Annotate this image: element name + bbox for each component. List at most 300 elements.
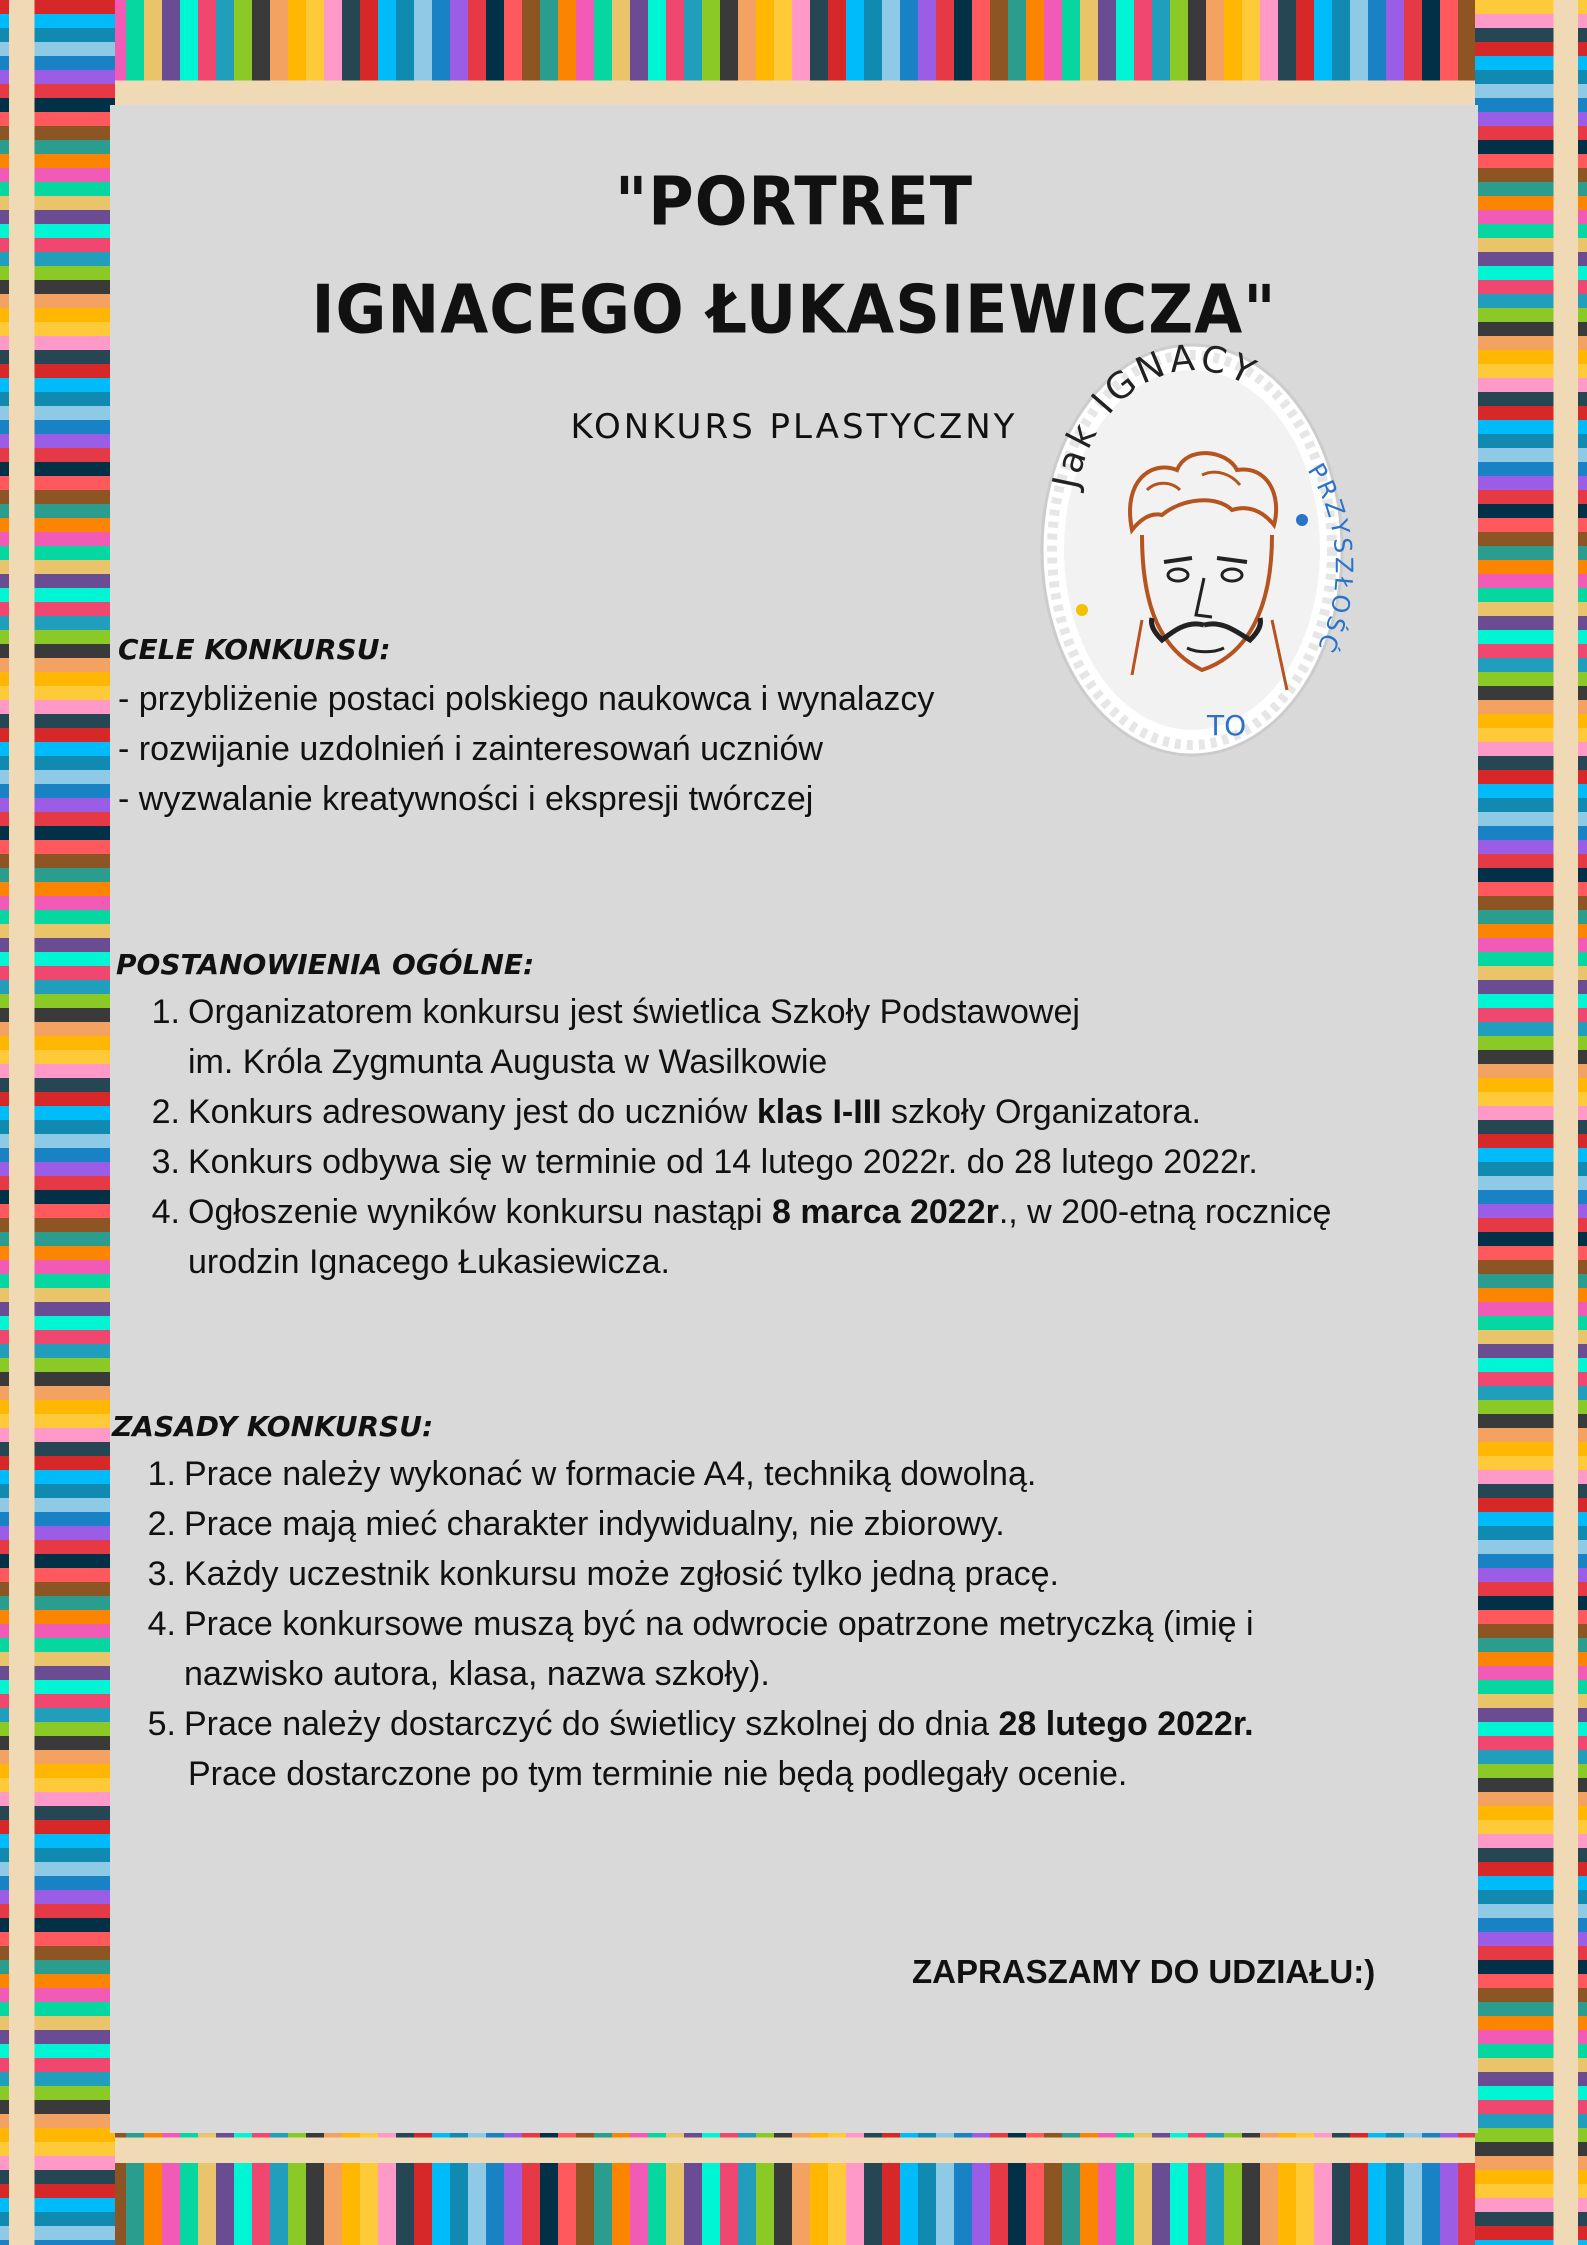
pencil-icon (0, 2114, 115, 2128)
pencil-icon (1475, 280, 1587, 294)
pencil-icon (0, 238, 115, 252)
pencil-icon (1475, 1876, 1587, 1890)
pencil-icon (1475, 1708, 1587, 1722)
pencil-icon (1062, 0, 1080, 115)
pencil-icon (0, 182, 115, 196)
pencil-icon (810, 2128, 828, 2245)
pencil-icon (774, 0, 792, 115)
pencil-icon (1475, 1148, 1587, 1162)
pencil-icon (0, 1512, 115, 1526)
pencil-icon (792, 0, 810, 115)
pencil-icon (1475, 2044, 1587, 2058)
pencil-icon (1242, 0, 1260, 115)
pencil-icon (0, 1148, 115, 1162)
pencil-icon (0, 1848, 115, 1862)
pencil-icon (0, 1190, 115, 1204)
pencil-icon (1404, 0, 1422, 115)
pencil-icon (1152, 2128, 1170, 2245)
postanowienia-item (140, 993, 1080, 1032)
pencil-icon (144, 0, 162, 115)
pencil-icon (0, 1316, 115, 1330)
pencil-icon (0, 1946, 115, 1960)
bold-text: 28 lutego 2022r. (998, 1705, 1254, 1743)
pencil-icon (0, 994, 115, 1008)
pencil-icon (666, 2128, 684, 2245)
pencil-icon (0, 308, 115, 322)
logo-top-text: Jak IGNACY (1045, 337, 1265, 492)
pencil-icon (234, 0, 252, 115)
pencil-icon (612, 2128, 630, 2245)
pencil-icon (396, 0, 414, 115)
pencil-icon (324, 2128, 342, 2245)
pencil-icon (180, 2128, 198, 2245)
pencil-icon (1475, 1946, 1587, 1960)
pencil-icon (216, 0, 234, 115)
pencil-icon (1475, 2240, 1587, 2245)
pencil-icon (1475, 588, 1587, 602)
pencil-icon (1386, 0, 1404, 115)
pencil-icon (1475, 854, 1587, 868)
pencil-icon (0, 154, 115, 168)
pencil-border-top-icon (0, 0, 1587, 115)
pencil-icon (0, 602, 115, 616)
pencil-icon (1475, 1288, 1587, 1302)
pencil-icon (684, 0, 702, 115)
pencil-icon (612, 0, 630, 115)
pencil-icon (0, 2016, 115, 2030)
pencil-icon (1475, 2058, 1587, 2072)
pencil-icon (0, 2156, 115, 2170)
pencil-icon (1475, 70, 1587, 84)
pencil-icon (1475, 1050, 1587, 1064)
list-text: Konkurs odbywa się w terminie od 14 lutego 2022r. do 28 lutego 2022r. (188, 1143, 1258, 1181)
pencil-icon (1206, 0, 1224, 115)
pencil-icon (0, 910, 115, 924)
pencil-icon (0, 686, 115, 700)
pencil-icon (0, 462, 115, 476)
pencil-icon (0, 2100, 115, 2114)
pencil-icon (1475, 910, 1587, 924)
list-text: Prace należy dostarczyć do świetlicy szkolnej do dnia (184, 1705, 999, 1743)
pencil-icon (1475, 938, 1587, 952)
pencil-icon (810, 0, 828, 115)
pencil-icon (0, 742, 115, 756)
ignacy-portrait-icon (982, 320, 1402, 780)
pencil-icon (1475, 28, 1587, 42)
pencil-icon (1026, 0, 1044, 115)
pencil-icon (0, 1904, 115, 1918)
pencil-icon (0, 1008, 115, 1022)
pencil-icon (1475, 1694, 1587, 1708)
pencil-icon (0, 1582, 115, 1596)
pencil-icon (0, 1260, 115, 1274)
pencil-icon (0, 700, 115, 714)
pencil-icon (1475, 616, 1587, 630)
pencil-icon (720, 0, 738, 115)
pencil-icon (378, 2128, 396, 2245)
pencil-icon (1475, 1778, 1587, 1792)
pencil-icon (1475, 1932, 1587, 1946)
pencil-icon (504, 2128, 522, 2245)
pencil-icon (0, 1484, 115, 1498)
pencil-icon (990, 0, 1008, 115)
pencil-icon (918, 0, 936, 115)
pencil-icon (0, 1708, 115, 1722)
pencil-icon (1475, 1400, 1587, 1414)
pencil-icon (0, 1596, 115, 1610)
pencil-icon (0, 224, 115, 238)
pencil-icon (1475, 994, 1587, 1008)
pencil-icon (0, 2226, 115, 2240)
pencil-icon (1475, 1540, 1587, 1554)
pencil-icon (1350, 2128, 1368, 2245)
list-number: 4. (151, 1193, 180, 1231)
pencil-icon (1475, 1806, 1587, 1820)
pencil-icon (1475, 882, 1587, 896)
pencil-icon (900, 2128, 918, 2245)
pencil-icon (0, 1372, 115, 1386)
pencil-icon (1475, 1260, 1587, 1274)
pencil-icon (1475, 1372, 1587, 1386)
pencil-icon (0, 1988, 115, 2002)
pencil-icon (1475, 0, 1587, 14)
pencil-icon (0, 1022, 115, 1036)
pencil-icon (864, 0, 882, 115)
pencil-icon (1206, 2128, 1224, 2245)
pencil-icon (0, 882, 115, 896)
pencil-icon (0, 2198, 115, 2212)
pencil-icon (1475, 182, 1587, 196)
pencil-icon (1475, 98, 1587, 112)
pencil-icon (0, 1344, 115, 1358)
list-number: 3. (151, 1143, 180, 1181)
pencil-icon (1134, 0, 1152, 115)
pencil-icon (0, 1792, 115, 1806)
postanowienia-item (140, 1093, 1201, 1132)
pencil-icon (828, 2128, 846, 2245)
pencil-icon (1475, 350, 1587, 364)
pencil-icon (1475, 140, 1587, 154)
pencil-icon (0, 2212, 115, 2226)
pencil-icon (0, 2002, 115, 2016)
pencil-icon (0, 364, 115, 378)
pencil-icon (846, 2128, 864, 2245)
pencil-icon (0, 336, 115, 350)
pencil-icon (1475, 154, 1587, 168)
pencil-icon (1475, 1162, 1587, 1176)
pencil-icon (1475, 14, 1587, 28)
pencil-icon (1475, 1792, 1587, 1806)
pencil-icon (1044, 2128, 1062, 2245)
pencil-icon (0, 1162, 115, 1176)
pencil-icon (1475, 1008, 1587, 1022)
pencil-icon (342, 2128, 360, 2245)
pencil-icon (0, 1876, 115, 1890)
pencil-icon (0, 854, 115, 868)
pencil-icon (1475, 294, 1587, 308)
pencil-icon (270, 2128, 288, 2245)
pencil-icon (0, 952, 115, 966)
pencil-icon (0, 1722, 115, 1736)
pencil-icon (1044, 0, 1062, 115)
pencil-icon (0, 840, 115, 854)
pencil-icon (1475, 364, 1587, 378)
pencil-icon (1475, 224, 1587, 238)
pencil-icon (0, 966, 115, 980)
pencil-icon (0, 2240, 115, 2245)
pencil-icon (558, 0, 576, 115)
pencil-icon (1475, 196, 1587, 210)
pencil-icon (1475, 532, 1587, 546)
pencil-icon (576, 0, 594, 115)
pencil-icon (252, 2128, 270, 2245)
pencil-icon (0, 1386, 115, 1400)
pencil-icon (1224, 0, 1242, 115)
zasady-item (136, 1505, 1005, 1544)
pencil-icon (162, 2128, 180, 2245)
pencil-icon (0, 1470, 115, 1484)
pencil-icon (1475, 2142, 1587, 2156)
zasady-item (136, 1605, 1254, 1644)
pencil-icon (0, 392, 115, 406)
pencil-icon (486, 0, 504, 115)
pencil-icon (1475, 1204, 1587, 1218)
pencil-icon (540, 0, 558, 115)
bold-text: 8 marca 2022r (771, 1193, 999, 1231)
pencil-icon (162, 0, 180, 115)
pencil-icon (1475, 826, 1587, 840)
pencil-icon (1475, 2100, 1587, 2114)
pencil-icon (432, 0, 450, 115)
pencil-icon (0, 1610, 115, 1624)
pencil-icon (468, 2128, 486, 2245)
pencil-icon (1475, 1596, 1587, 1610)
pencil-icon (648, 0, 666, 115)
pencil-icon (900, 0, 918, 115)
pencil-icon (414, 2128, 432, 2245)
list-number: 3. (147, 1555, 176, 1593)
pencil-icon (468, 0, 486, 115)
pencil-icon (0, 980, 115, 994)
pencil-icon (0, 1330, 115, 1344)
pencil-icon (1475, 504, 1587, 518)
pencil-icon (1475, 1848, 1587, 1862)
pencil-icon (0, 1204, 115, 1218)
pencil-icon (1475, 1624, 1587, 1638)
pencil-icon (1475, 630, 1587, 644)
pencil-icon (1475, 126, 1587, 140)
pencil-icon (1422, 2128, 1440, 2245)
pencil-icon (1224, 2128, 1242, 2245)
pencil-icon (0, 1526, 115, 1540)
pencil-icon (1475, 378, 1587, 392)
pencil-icon (0, 2184, 115, 2198)
pencil-icon (0, 868, 115, 882)
pencil-icon (1475, 2072, 1587, 2086)
pencil-icon (1475, 868, 1587, 882)
pencil-icon (774, 2128, 792, 2245)
pencil-icon (1475, 686, 1587, 700)
pencil-icon (1475, 1190, 1587, 1204)
pencil-icon (1475, 1638, 1587, 1652)
cele-item: - rozwijanie uzdolnień i zainteresowań uczniów (118, 730, 823, 768)
pencil-icon (1422, 0, 1440, 115)
pencil-icon (1368, 0, 1386, 115)
pencil-icon (288, 0, 306, 115)
pencil-icon (1475, 2114, 1587, 2128)
pencil-icon (1475, 238, 1587, 252)
pencil-icon (0, 1806, 115, 1820)
pencil-icon (0, 378, 115, 392)
pencil-icon (1098, 2128, 1116, 2245)
pencil-icon (0, 1568, 115, 1582)
pencil-icon (1475, 1316, 1587, 1330)
postanowienia-item (140, 1143, 1258, 1182)
pencil-icon (0, 644, 115, 658)
pencil-icon (1475, 1568, 1587, 1582)
pencil-icon (1475, 644, 1587, 658)
pencil-icon (1475, 1470, 1587, 1484)
pencil-icon (486, 2128, 504, 2245)
pencil-icon (0, 1274, 115, 1288)
pencil-icon (0, 2128, 115, 2142)
list-number: 2. (147, 1505, 176, 1543)
pencil-icon (0, 770, 115, 784)
pencil-icon (0, 1428, 115, 1442)
pencil-icon (0, 210, 115, 224)
pencil-icon (0, 1400, 115, 1414)
pencil-icon (0, 2170, 115, 2184)
pencil-icon (1332, 2128, 1350, 2245)
pencil-icon (216, 2128, 234, 2245)
pencil-icon (1278, 0, 1296, 115)
zasady-item-cont: Prace dostarczone po tym terminie nie będą podlegały ocenie. (188, 1755, 1128, 1793)
zasady-heading: ZASADY KONKURSU: (112, 1410, 434, 1443)
list-text: szkoły Organizatora. (881, 1093, 1201, 1131)
pencil-icon (0, 28, 115, 42)
pencil-icon (1475, 434, 1587, 448)
pencil-icon (1475, 1246, 1587, 1260)
pencil-icon (0, 1092, 115, 1106)
logo-bottom-text: TO (1207, 709, 1247, 742)
pencil-icon (1260, 2128, 1278, 2245)
pencil-icon (1475, 1358, 1587, 1372)
pencil-icon (756, 2128, 774, 2245)
pencil-icon (0, 252, 115, 266)
pencil-icon (1475, 1176, 1587, 1190)
pencil-icon (684, 2128, 702, 2245)
pencil-icon (0, 826, 115, 840)
pencil-icon (0, 1918, 115, 1932)
pencil-icon (0, 1778, 115, 1792)
pencil-icon (1260, 0, 1278, 115)
zasady-item (136, 1555, 1059, 1594)
pencil-icon (828, 0, 846, 115)
pencil-icon (0, 1932, 115, 1946)
pencil-icon (1475, 2212, 1587, 2226)
pencil-icon (1188, 0, 1206, 115)
pencil-icon (1458, 0, 1476, 115)
pencil-icon (0, 2086, 115, 2100)
list-number: 4. (147, 1605, 176, 1643)
postanowienia-heading: POSTANOWIENIA OGÓLNE: (116, 948, 535, 981)
pencil-icon (1475, 1526, 1587, 1540)
pencil-icon (0, 812, 115, 826)
pencil-icon (1475, 1610, 1587, 1624)
pencil-icon (1080, 2128, 1098, 2245)
pencil-icon (0, 1862, 115, 1876)
pencil-icon (702, 0, 720, 115)
pencil-icon (1475, 1666, 1587, 1680)
pencil-icon (198, 0, 216, 115)
pencil-icon (1242, 2128, 1260, 2245)
pencil-icon (0, 1050, 115, 1064)
pencil-icon (0, 1134, 115, 1148)
pencil-icon (0, 896, 115, 910)
pencil-icon (0, 1456, 115, 1470)
pencil-icon (576, 2128, 594, 2245)
pencil-icon (1062, 2128, 1080, 2245)
pencil-icon (0, 616, 115, 630)
pencil-icon (1475, 952, 1587, 966)
pencil-icon (0, 126, 115, 140)
pencil-icon (0, 532, 115, 546)
pencil-icon (1475, 1274, 1587, 1288)
pencil-icon (1475, 2086, 1587, 2100)
pencil-icon (1475, 266, 1587, 280)
pencil-icon (0, 1764, 115, 1778)
pencil-icon (972, 0, 990, 115)
pencil-icon (342, 0, 360, 115)
pencil-icon (1170, 0, 1188, 115)
pencil-icon (0, 196, 115, 210)
pencil-icon (1475, 1512, 1587, 1526)
pencil-icon (792, 2128, 810, 2245)
pencil-icon (0, 756, 115, 770)
pencil-icon (1475, 1834, 1587, 1848)
pencil-icon (1475, 1386, 1587, 1400)
pencil-icon (360, 2128, 378, 2245)
pencil-icon (1296, 2128, 1314, 2245)
pencil-icon (0, 1624, 115, 1638)
pencil-icon (0, 1834, 115, 1848)
pencil-icon (1475, 2128, 1587, 2142)
pencil-icon (540, 2128, 558, 2245)
pencil-icon (1475, 2170, 1587, 2184)
pencil-icon (936, 2128, 954, 2245)
pencil-icon (1475, 756, 1587, 770)
pencil-icon (1475, 518, 1587, 532)
pencil-icon (1475, 798, 1587, 812)
pencil-icon (0, 2058, 115, 2072)
pencil-icon (0, 1652, 115, 1666)
title-line-2: IGNACEGO ŁUKASIEWICZA" (311, 270, 1277, 349)
pencil-icon (0, 1176, 115, 1190)
list-text: ., w 200-etną rocznicę (998, 1193, 1332, 1231)
pencil-icon (0, 434, 115, 448)
pencil-icon (1134, 2128, 1152, 2245)
list-text: Każdy uczestnik konkursu może zgłosić tylko jedną pracę. (184, 1555, 1059, 1593)
pencil-icon (666, 0, 684, 115)
pencil-icon (0, 1120, 115, 1134)
list-text: Organizatorem konkursu jest świetlica Szkoły Podstawowej (188, 993, 1080, 1031)
pencil-icon (1475, 770, 1587, 784)
pencil-icon (0, 266, 115, 280)
pencil-icon (648, 2128, 666, 2245)
pencil-icon (1314, 2128, 1332, 2245)
cele-item: - przybliżenie postaci polskiego naukowca i wynalazcy (118, 680, 935, 718)
pencil-icon (1475, 1974, 1587, 1988)
